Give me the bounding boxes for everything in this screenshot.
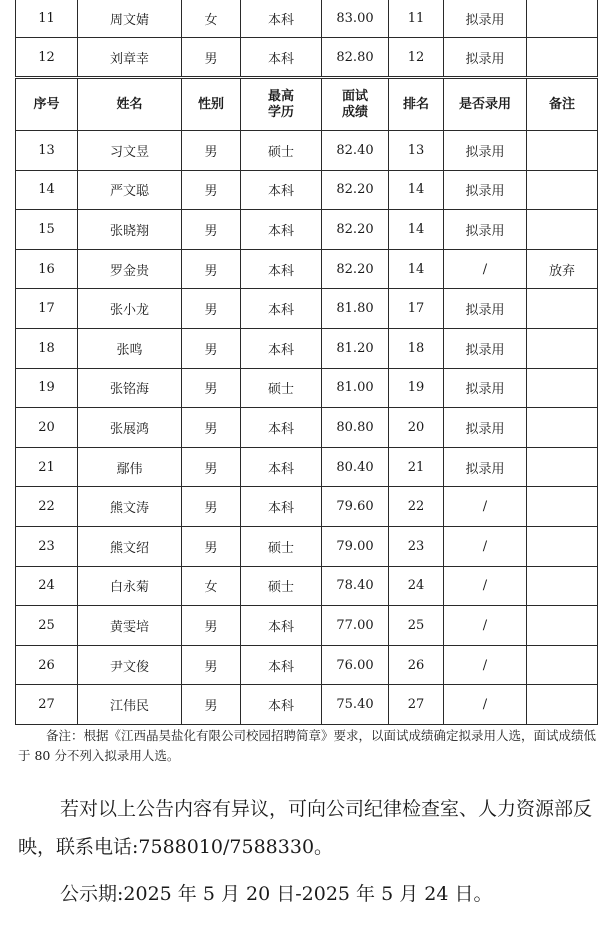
cell-gender: 男: [182, 289, 241, 329]
cell-rank: 17: [389, 289, 444, 329]
cell-rank: 11: [389, 0, 444, 38]
cell-score: 79.60: [322, 487, 389, 527]
cell-hired: 拟录用: [444, 210, 527, 250]
table-row: [16, 0, 598, 38]
cell-hired: /: [444, 645, 527, 685]
table-row: [16, 249, 598, 289]
cell-hired: 拟录用: [444, 368, 527, 408]
cell-rank: 22: [389, 487, 444, 527]
cell-education: 本科: [241, 606, 322, 646]
cell-hired: 拟录用: [444, 447, 527, 487]
cell-gender: 男: [182, 606, 241, 646]
cell-hired: 拟录用: [444, 38, 527, 77]
header-remark: 备注: [527, 79, 598, 131]
cell-gender: 男: [182, 685, 241, 725]
cell-name: 张小龙: [78, 289, 182, 329]
table-row: [16, 566, 598, 606]
cell-score: 82.20: [322, 170, 389, 210]
cell-remark: [527, 328, 598, 368]
cell-remark: [527, 131, 598, 171]
table-row: [16, 170, 598, 210]
cell-rank: 25: [389, 606, 444, 646]
cell-rank: 13: [389, 131, 444, 171]
cell-gender: 男: [182, 38, 241, 77]
cell-hired: /: [444, 526, 527, 566]
cell-rank: 14: [389, 210, 444, 250]
cell-education: 硕士: [241, 131, 322, 171]
cell-remark: [527, 487, 598, 527]
cell-rank: 27: [389, 685, 444, 725]
cell-remark: [527, 566, 598, 606]
cell-name: 张铭海: [78, 368, 182, 408]
cell-gender: 男: [182, 210, 241, 250]
cell-seq: 26: [16, 645, 78, 685]
header-name: 姓名: [78, 79, 182, 131]
cell-rank: 12: [389, 38, 444, 77]
results-table: [15, 78, 598, 725]
cell-hired: 拟录用: [444, 131, 527, 171]
cell-name: 白永菊: [78, 566, 182, 606]
table-row: [16, 526, 598, 566]
cell-score: 80.80: [322, 408, 389, 448]
cell-rank: 23: [389, 526, 444, 566]
table-row: [16, 38, 598, 77]
cell-seq: 12: [16, 38, 78, 77]
cell-name: 周文婧: [78, 0, 182, 38]
cell-score: 76.00: [322, 645, 389, 685]
objection-paragraph: [18, 790, 608, 866]
cell-name: 罗金贵: [78, 249, 182, 289]
cell-score: 82.20: [322, 210, 389, 250]
cell-rank: 14: [389, 170, 444, 210]
cell-education: 本科: [241, 289, 322, 329]
header-score-label: 面试成绩: [341, 88, 368, 120]
cell-hired: 拟录用: [444, 0, 527, 38]
header-education: [241, 79, 322, 131]
table-header-row: [16, 79, 598, 131]
table-row: [16, 447, 598, 487]
cell-education: 本科: [241, 408, 322, 448]
cell-remark: [527, 0, 598, 38]
cell-score: 75.40: [322, 685, 389, 725]
cell-seq: 21: [16, 447, 78, 487]
cell-score: 81.80: [322, 289, 389, 329]
cell-seq: 19: [16, 368, 78, 408]
cell-education: 本科: [241, 685, 322, 725]
header-seq: 序号: [16, 79, 78, 131]
cell-seq: 22: [16, 487, 78, 527]
cell-remark: [527, 606, 598, 646]
period-paragraph: [18, 875, 608, 913]
cell-gender: 男: [182, 526, 241, 566]
objection-text: 若对以上公告内容有异议，可向公司纪律检查室、人力资源部反映，联系电话:7588010/7588330。: [18, 798, 593, 858]
table-row: [16, 685, 598, 725]
cell-hired: /: [444, 606, 527, 646]
cell-hired: 拟录用: [444, 289, 527, 329]
cell-score: 77.00: [322, 606, 389, 646]
table-row: [16, 408, 598, 448]
cell-seq: 25: [16, 606, 78, 646]
top-results-table: [15, 0, 598, 77]
cell-remark: [527, 685, 598, 725]
cell-remark: [527, 368, 598, 408]
table-row: [16, 131, 598, 171]
cell-remark: [527, 210, 598, 250]
table-row: [16, 606, 598, 646]
cell-name: 张鸣: [78, 328, 182, 368]
cell-remark: [527, 170, 598, 210]
cell-hired: 拟录用: [444, 170, 527, 210]
table-row: [16, 645, 598, 685]
cell-name: 鄢伟: [78, 447, 182, 487]
cell-remark: 放弃: [527, 249, 598, 289]
cell-name: 尹文俊: [78, 645, 182, 685]
cell-rank: 26: [389, 645, 444, 685]
cell-name: 江伟民: [78, 685, 182, 725]
cell-score: 82.40: [322, 131, 389, 171]
cell-gender: 男: [182, 131, 241, 171]
cell-rank: 21: [389, 447, 444, 487]
cell-remark: [527, 645, 598, 685]
cell-remark: [527, 526, 598, 566]
cell-hired: /: [444, 685, 527, 725]
cell-gender: 男: [182, 170, 241, 210]
cell-rank: 19: [389, 368, 444, 408]
cell-education: 本科: [241, 447, 322, 487]
cell-seq: 20: [16, 408, 78, 448]
cell-seq: 27: [16, 685, 78, 725]
cell-seq: 23: [16, 526, 78, 566]
header-education-label: 最高学历: [267, 88, 294, 120]
cell-education: 本科: [241, 170, 322, 210]
cell-education: 本科: [241, 487, 322, 527]
cell-seq: 24: [16, 566, 78, 606]
table-row: [16, 487, 598, 527]
cell-name: 严文聪: [78, 170, 182, 210]
cell-score: 82.20: [322, 249, 389, 289]
cell-name: 熊文涛: [78, 487, 182, 527]
cell-rank: 20: [389, 408, 444, 448]
cell-name: 刘章幸: [78, 38, 182, 77]
table-row: [16, 289, 598, 329]
cell-education: 硕士: [241, 526, 322, 566]
cell-education: 本科: [241, 249, 322, 289]
note-text: 备注：根据《江西晶昊盐化有限公司校园招聘简章》要求，以面试成绩确定拟录用人选，面试成绩低于 80 分不列入拟录用人选。: [18, 728, 597, 763]
cell-seq: 15: [16, 210, 78, 250]
header-gender: 性别: [182, 79, 241, 131]
cell-rank: 14: [389, 249, 444, 289]
header-score: [322, 79, 389, 131]
cell-hired: 拟录用: [444, 408, 527, 448]
cell-seq: 14: [16, 170, 78, 210]
cell-hired: /: [444, 566, 527, 606]
cell-remark: [527, 289, 598, 329]
cell-score: 79.00: [322, 526, 389, 566]
cell-seq: 18: [16, 328, 78, 368]
cell-gender: 女: [182, 566, 241, 606]
cell-education: 本科: [241, 38, 322, 77]
cell-gender: 男: [182, 328, 241, 368]
cell-name: 黄雯培: [78, 606, 182, 646]
cell-education: 硕士: [241, 368, 322, 408]
cell-hired: /: [444, 249, 527, 289]
cell-education: 本科: [241, 645, 322, 685]
cell-hired: 拟录用: [444, 328, 527, 368]
cell-name: 熊文绍: [78, 526, 182, 566]
table-note: [18, 726, 603, 766]
cell-gender: 男: [182, 408, 241, 448]
cell-gender: 男: [182, 645, 241, 685]
cell-hired: /: [444, 487, 527, 527]
cell-rank: 24: [389, 566, 444, 606]
table-row: [16, 328, 598, 368]
cell-gender: 男: [182, 447, 241, 487]
cell-education: 本科: [241, 0, 322, 38]
cell-rank: 18: [389, 328, 444, 368]
cell-seq: 13: [16, 131, 78, 171]
table-row: [16, 368, 598, 408]
cell-remark: [527, 38, 598, 77]
cell-score: 78.40: [322, 566, 389, 606]
cell-name: 习文昱: [78, 131, 182, 171]
cell-education: 硕士: [241, 566, 322, 606]
table-row: [16, 210, 598, 250]
cell-name: 张展鸿: [78, 408, 182, 448]
cell-name: 张晓翔: [78, 210, 182, 250]
period-text: 公示期:2025 年 5 月 20 日-2025 年 5 月 24 日。: [60, 883, 493, 905]
cell-score: 81.00: [322, 368, 389, 408]
header-hired: 是否录用: [444, 79, 527, 131]
cell-gender: 男: [182, 249, 241, 289]
cell-score: 83.00: [322, 0, 389, 38]
cell-seq: 17: [16, 289, 78, 329]
cell-education: 本科: [241, 328, 322, 368]
cell-score: 82.80: [322, 38, 389, 77]
cell-gender: 男: [182, 487, 241, 527]
cell-gender: 女: [182, 0, 241, 38]
cell-education: 本科: [241, 210, 322, 250]
header-rank: 排名: [389, 79, 444, 131]
cell-remark: [527, 408, 598, 448]
cell-seq: 16: [16, 249, 78, 289]
cell-score: 81.20: [322, 328, 389, 368]
cell-gender: 男: [182, 368, 241, 408]
cell-score: 80.40: [322, 447, 389, 487]
cell-remark: [527, 447, 598, 487]
cell-seq: 11: [16, 0, 78, 38]
